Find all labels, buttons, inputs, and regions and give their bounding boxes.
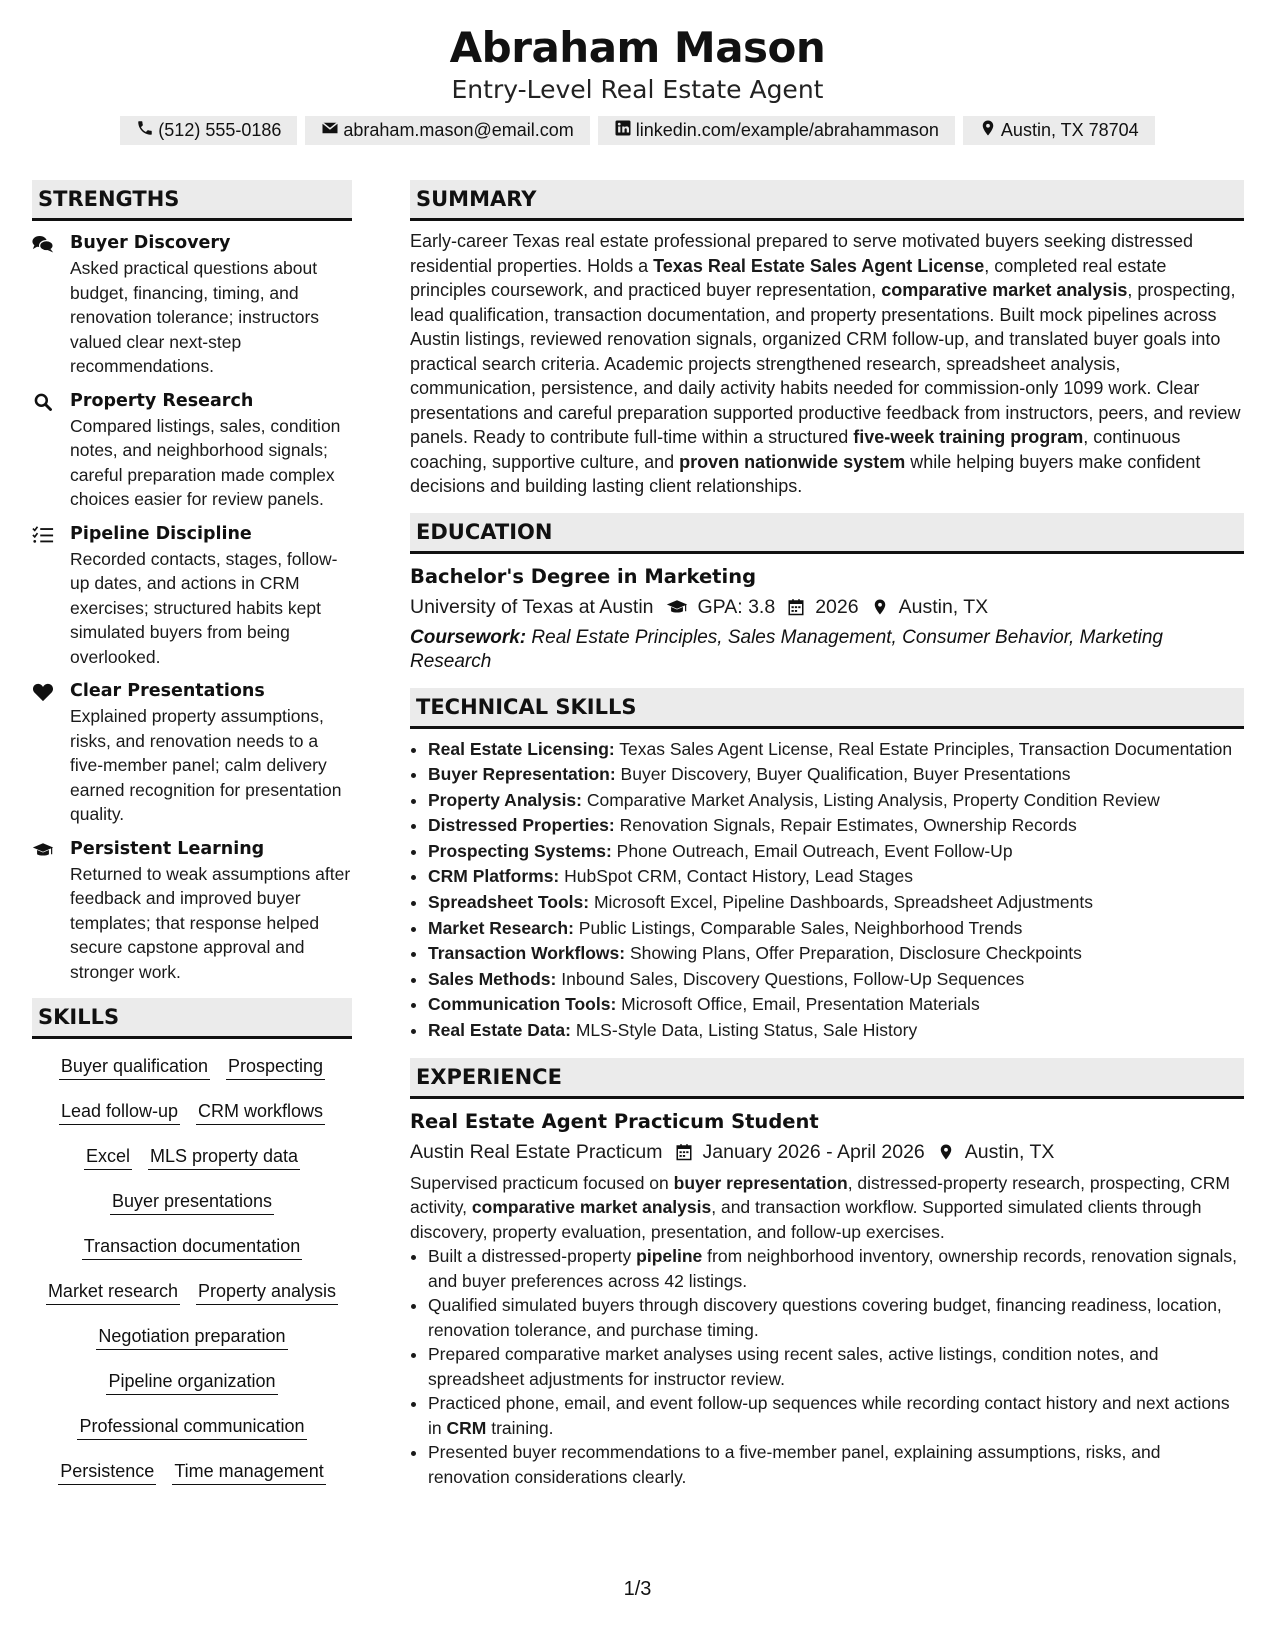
strength-title: Clear Presentations (70, 681, 265, 701)
list-item: • Prepared comparative market analyses using recent sales, active listings, condition notes, and spreadsheet adjustments for instructor review. (428, 1342, 1244, 1391)
contact-phone[interactable] (120, 116, 297, 145)
calendar-icon (675, 1143, 693, 1161)
skill-tag: Buyer qualification (59, 1053, 210, 1080)
school-name: University of Texas at Austin (410, 595, 654, 618)
degree: Bachelor's Degree in Marketing (410, 564, 757, 588)
right-column (410, 180, 1244, 1489)
linkedin-icon (614, 119, 632, 142)
skill-tag: Prospecting (226, 1053, 325, 1080)
search-icon (32, 389, 70, 512)
comments-icon (32, 231, 70, 379)
technical-skills-list (410, 737, 1244, 1044)
phone-icon (136, 119, 154, 142)
skill-tag: CRM workflows (196, 1098, 325, 1125)
left-column (32, 180, 352, 1495)
list-item: • Presented buyer recommendations to a five-member panel, explaining assumptions, risks, and renovation considerations clearly. (428, 1440, 1244, 1489)
map-pin-icon (937, 1143, 955, 1161)
experience-description: Supervised practicum focused on buyer representation, distressed-property research, prospecting, CRM activity, comparative market analysis, and transaction workflow. Supported simulated clients through discovery, property evaluation, presentation, and follow-up exercises. (410, 1172, 1230, 1242)
list-item: • Buyer Representation: Buyer Discovery, Buyer Qualification, Buyer Presentations (428, 762, 1244, 788)
graduation-cap-icon (666, 598, 688, 616)
skill-tag: Professional communication (77, 1413, 306, 1440)
candidate-name: Abraham Mason (449, 23, 826, 72)
skills-grid (32, 1039, 352, 1495)
organization: Austin Real Estate Practicum (410, 1140, 663, 1163)
strength-item (32, 389, 352, 512)
summary-text: Early-career Texas real estate professional prepared to serve motivated buyers seeking distressed residential properties. Holds a Texas Real Estate Sales Agent License, completed real estate principles coursework, and practiced buyer representation, comparative market analysis, prospecting, lead qualification, transaction documentation, and property presentations. Built mock pipelines across Austin listings, reviewed renovation signals, organized CRM follow-up, and translated buyer goals into practical search criteria. Academic projects strengthened research, spreadsheet analysis, communication, persistence, and daily activity habits needed for commission-only 1099 work. Clear presentations and careful preparation supported productive feedback from instructors, peers, and review panels. Ready to contribute full-time within a structured five-week training program, continuous coaching, supportive culture, and proven nationwide system while helping buyers make confident decisions and building lasting client relationships. (410, 231, 1241, 496)
contact-phone-text: (512) 555-0186 (158, 120, 282, 140)
skill-tag: Transaction documentation (82, 1233, 302, 1260)
list-item: • Transaction Workflows: Showing Plans, Offer Preparation, Disclosure Checkpoints (428, 941, 1244, 967)
education-location: Austin, TX (898, 595, 989, 618)
technical-skills-heading: TECHNICAL SKILLS (410, 688, 1244, 729)
list-item: • Real Estate Data: MLS-Style Data, Listing Status, Sale History (428, 1018, 1244, 1044)
skill-tag: Persistence (58, 1458, 156, 1485)
skill-tag: Property analysis (196, 1278, 338, 1305)
contact-linkedin-text: linkedin.com/example/abrahammason (635, 120, 939, 140)
skill-tag: Time management (172, 1458, 325, 1485)
experience-location: Austin, TX (964, 1140, 1055, 1163)
list-item: • Distressed Properties: Renovation Signals, Repair Estimates, Ownership Records (428, 813, 1244, 839)
heart-icon (32, 679, 70, 827)
list-item: • Sales Methods: Inbound Sales, Discovery Questions, Follow-Up Sequences (428, 967, 1244, 993)
resume-header (0, 0, 1275, 145)
contact-email[interactable] (305, 116, 589, 145)
strengths-list (32, 231, 352, 984)
page-number: 1/3 (623, 1578, 652, 1600)
strength-desc: Explained property assumptions, risks, and renovation needs to a five-member panel; calm delivery earned recognition for presentation quality. (70, 706, 342, 824)
coursework: Coursework: Real Estate Principles, Sales Management, Consumer Behavior, Marketing Research (410, 626, 1163, 672)
experience-meta (410, 1137, 1244, 1167)
strength-item (32, 522, 352, 670)
strengths-heading: STRENGTHS (32, 180, 352, 221)
list-item: • Prospecting Systems: Phone Outreach, Email Outreach, Event Follow-Up (428, 839, 1244, 865)
list-item: • Market Research: Public Listings, Comparable Sales, Neighborhood Trends (428, 916, 1244, 942)
skill-tag: Pipeline organization (106, 1368, 277, 1395)
strength-title: Property Research (70, 390, 254, 411)
strength-item (32, 837, 352, 985)
strength-item (32, 231, 352, 379)
contact-bar (0, 116, 1275, 145)
strength-desc: Compared listings, sales, condition notes, and neighborhood signals; careful preparation made complex choices easier for review panels. (70, 415, 341, 509)
list-item: • Built a distressed-property pipeline from neighborhood inventory, ownership records, renovation signals, and buyer preferences across 42 listings. (428, 1244, 1244, 1293)
education-meta (410, 592, 1244, 622)
graduation-cap-icon (32, 837, 70, 985)
strength-title: Persistent Learning (70, 838, 265, 859)
contact-location (963, 116, 1155, 145)
gpa: GPA: 3.8 (697, 595, 776, 618)
experience-dates: January 2026 - April 2026 (702, 1140, 925, 1163)
candidate-title: Entry-Level Real Estate Agent (451, 75, 824, 104)
calendar-icon (787, 598, 805, 616)
map-pin-icon (979, 119, 997, 142)
map-pin-icon (871, 598, 889, 616)
skill-tag: Excel (84, 1143, 132, 1170)
strength-item (32, 679, 352, 827)
contact-linkedin[interactable] (598, 116, 955, 145)
envelope-icon (321, 119, 339, 142)
skills-heading: SKILLS (32, 998, 352, 1039)
graduation-year: 2026 (815, 595, 859, 618)
contact-email-text: abraham.mason@email.com (343, 120, 574, 140)
skill-tag: Buyer presentations (110, 1188, 274, 1215)
strength-desc: Recorded contacts, stages, follow-up dates, and actions in CRM exercises; structured habits kept simulated buyers from being overlooked. (70, 548, 338, 667)
list-item: • Real Estate Licensing: Texas Sales Agent License, Real Estate Principles, Transaction Documentation (428, 737, 1244, 763)
task-list-icon (32, 522, 70, 670)
strength-title: Pipeline Discipline (70, 523, 252, 544)
education-heading: EDUCATION (410, 513, 1244, 554)
job-title: Real Estate Agent Practicum Student (410, 1109, 819, 1133)
skill-tag: Lead follow-up (59, 1098, 180, 1125)
contact-location-text: Austin, TX 78704 (1000, 120, 1139, 140)
list-item: • Property Analysis: Comparative Market Analysis, Listing Analysis, Property Condition Review (428, 788, 1244, 814)
strength-desc: Asked practical questions about budget, financing, timing, and renovation tolerance; instructors valued clear next-step recommendations. (70, 258, 320, 376)
strength-title: Buyer Discovery (70, 233, 231, 253)
experience-entry (410, 1107, 1244, 1490)
summary-heading: SUMMARY (410, 180, 1244, 221)
list-item: • Communication Tools: Microsoft Office, Email, Presentation Materials (428, 992, 1244, 1018)
skill-tag: Market research (46, 1278, 180, 1305)
education-entry (410, 562, 1244, 674)
experience-bullets (410, 1244, 1244, 1489)
strength-desc: Returned to weak assumptions after feedback and improved buyer templates; that response helped secure capstone approval and stronger work. (70, 863, 351, 982)
list-item: • CRM Platforms: HubSpot CRM, Contact History, Lead Stages (428, 864, 1244, 890)
list-item: • Practiced phone, email, and event follow-up sequences while recording contact history and next actions in CRM training. (428, 1391, 1244, 1440)
list-item: • Qualified simulated buyers through discovery questions covering budget, financing readiness, location, renovation tolerance, and purchase timing. (428, 1293, 1244, 1342)
skill-tag: Negotiation preparation (96, 1323, 287, 1350)
skill-tag: MLS property data (148, 1143, 300, 1170)
experience-heading: EXPERIENCE (410, 1058, 1244, 1099)
list-item: • Spreadsheet Tools: Microsoft Excel, Pipeline Dashboards, Spreadsheet Adjustments (428, 890, 1244, 916)
